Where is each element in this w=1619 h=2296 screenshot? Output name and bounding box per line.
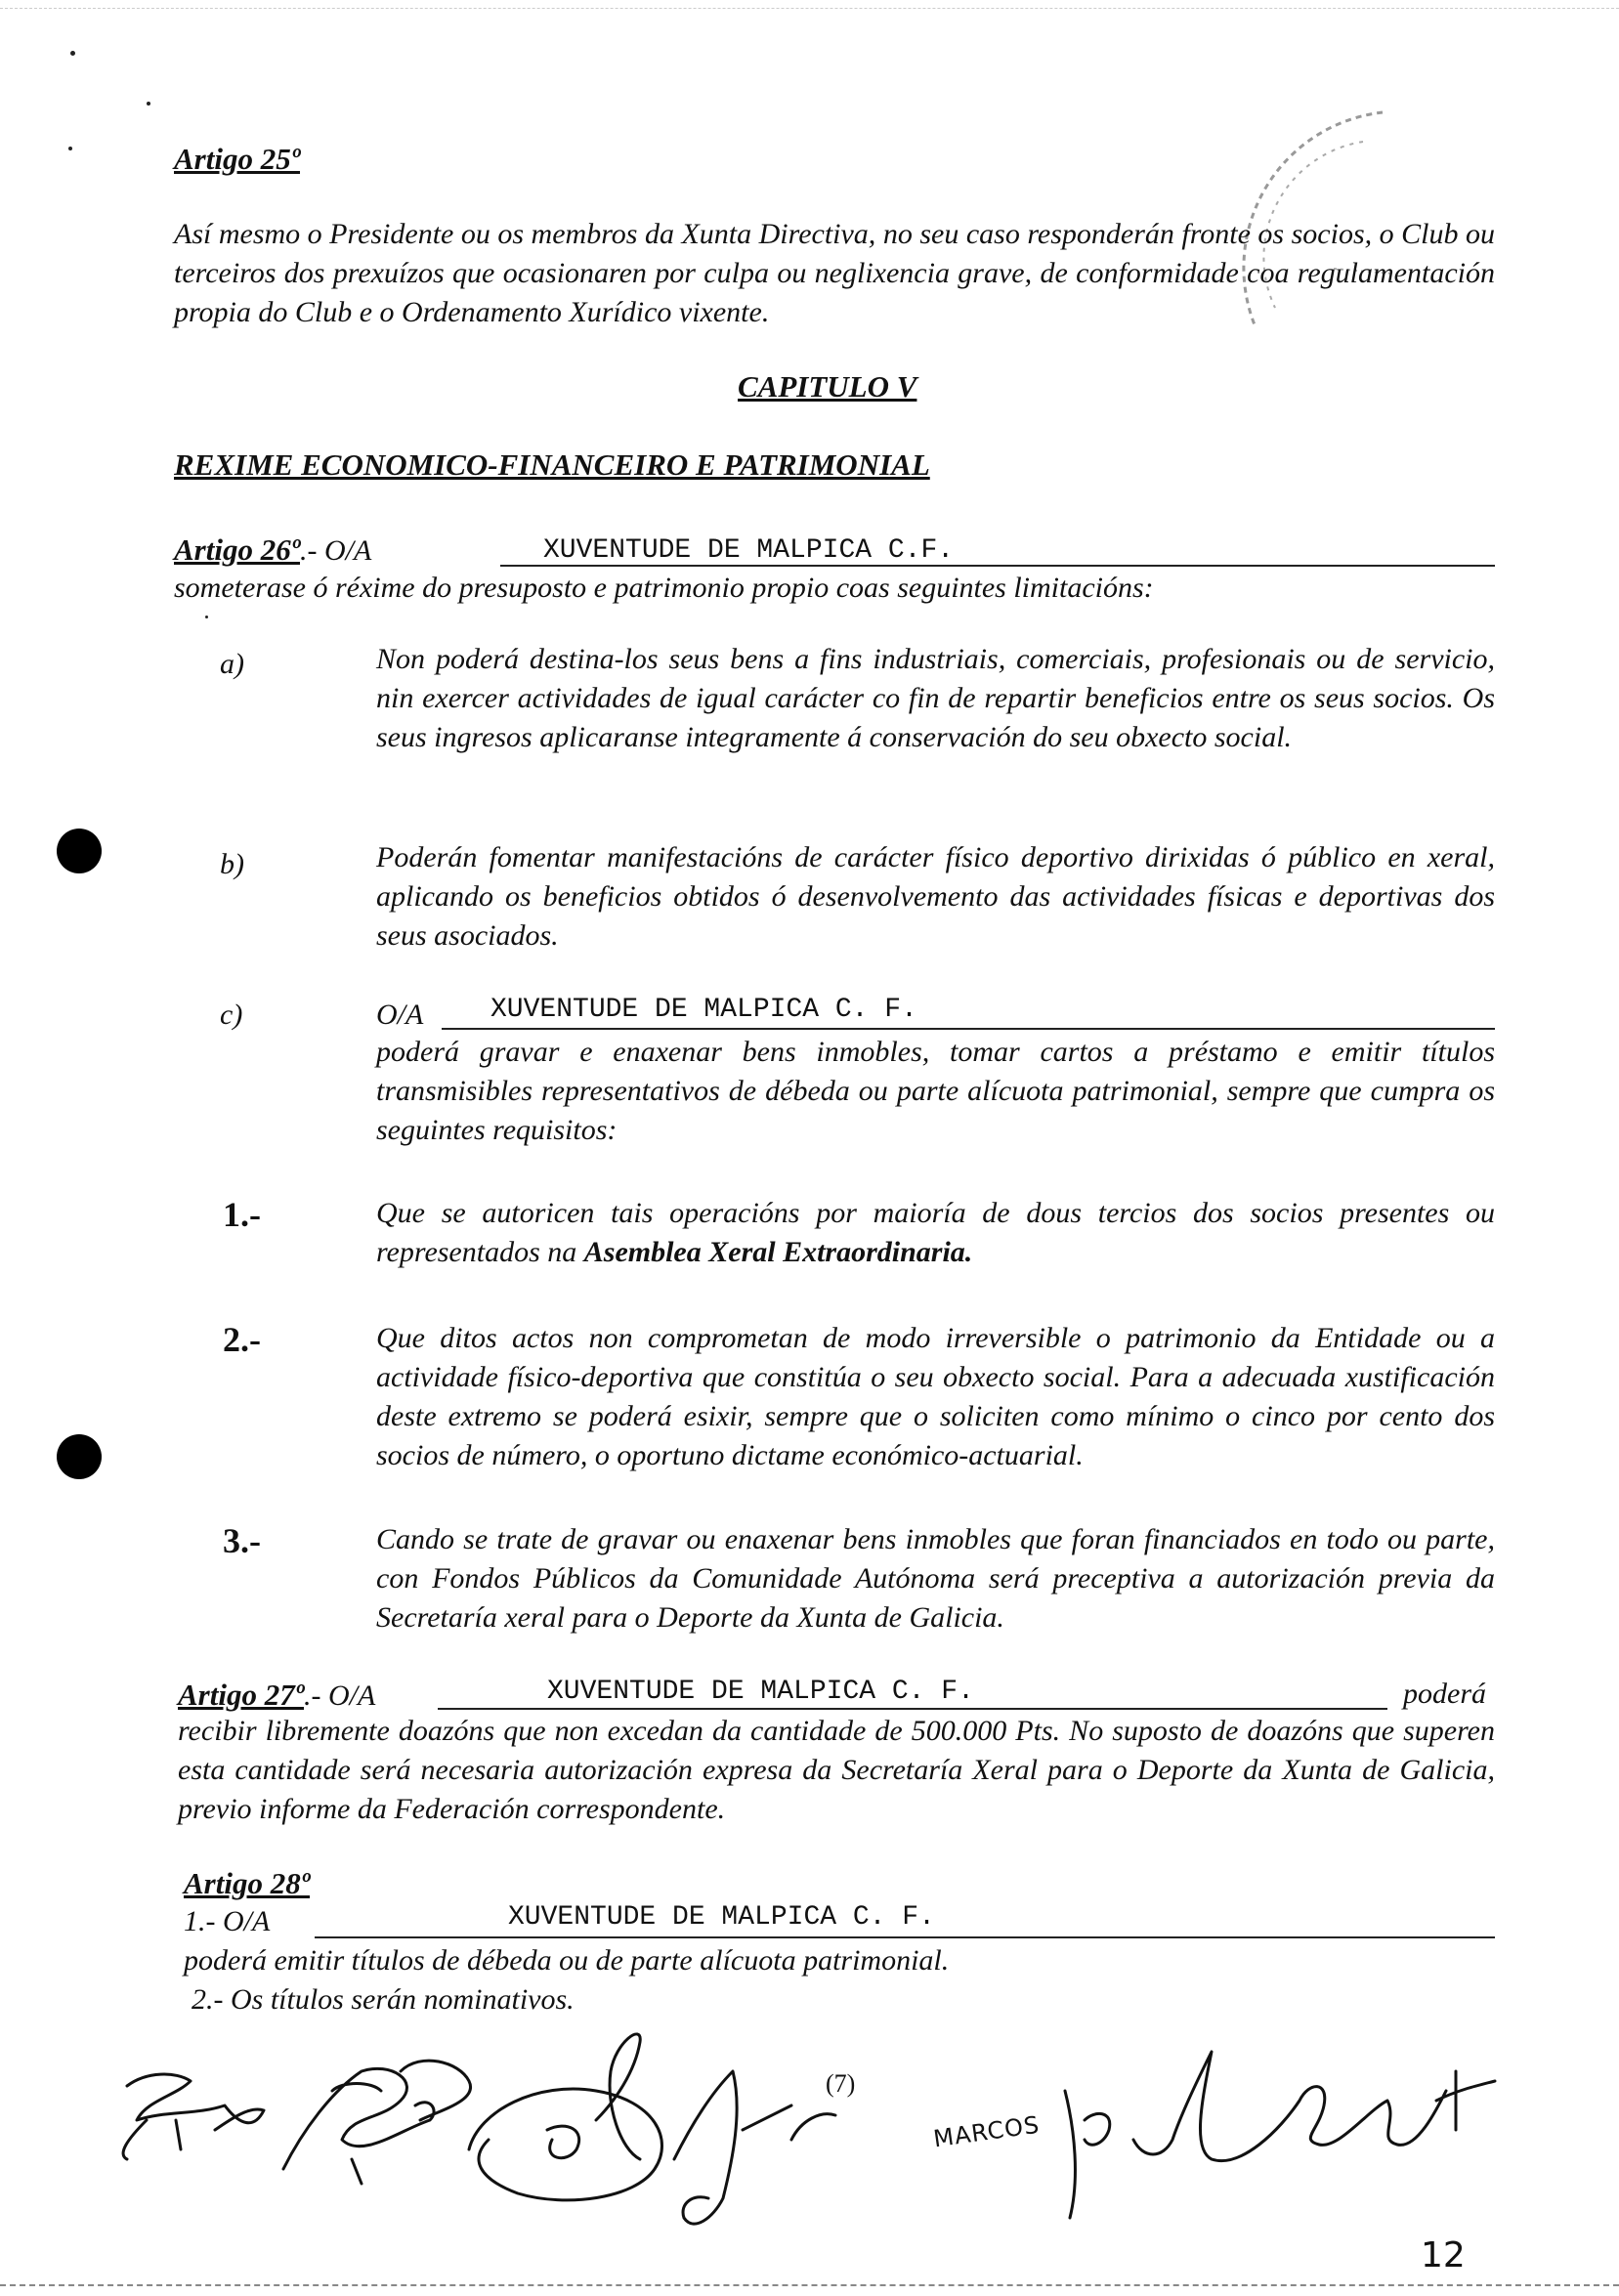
scan-speck	[68, 147, 72, 150]
club-name-fill-line	[438, 1708, 1387, 1710]
artigo-26-heading: Artigo 26º	[174, 532, 301, 567]
scan-speck	[205, 616, 208, 618]
artigo-25-text: Así mesmo o Presidente ou os membros da Xunta Directiva, no seu caso responderán fronte os socios, o Club ou terceiros dos prexuízos que ocasionaren por culpa ou neglixencia grave, de conformidade coa regulamentación propia do Club e o Ordenamento Xurídico vixente.	[174, 218, 1495, 328]
artigo-27-heading: Artigo 27º	[178, 1678, 305, 1712]
scan-speck	[147, 102, 150, 106]
item-a-marker: a)	[220, 648, 244, 680]
artigo-27-lead: .- O/A	[304, 1679, 376, 1712]
signature-3	[469, 2034, 662, 2200]
punch-hole	[57, 1434, 102, 1479]
artigo-26-lead: .- O/A	[300, 534, 372, 567]
chapter-subtitle: REXIME ECONOMICO-FINANCEIRO E PATRIMONIAL	[174, 447, 930, 482]
scan-edge-top	[0, 8, 1619, 11]
scan-speck	[70, 51, 75, 56]
requisite-3-text: Cando se trate de gravar ou enaxenar bens inmobles que foran financiados en todo ou parte, con Fondos Públicos da Comunidade Autónoma será preceptiva a autorización previa da Secretaría xeral para o Deporte da Xunta de Galicia.	[376, 1523, 1495, 1634]
club-name-field: XUVENTUDE DE MALPICA C. F.	[547, 1677, 974, 1707]
artigo-28-item1-lead: 1.- O/A	[184, 1905, 271, 1937]
artigo-28-heading: Artigo 28º	[184, 1866, 311, 1900]
chapter-title: CAPITULO V	[738, 369, 917, 404]
club-name-fill-line	[315, 1936, 1495, 1938]
requisite-1-body: Que se autoricen tais operacións por maioría de dous tercios dos socios presentes ou representados na	[376, 1197, 1495, 1268]
signature-annotation-number: (7)	[826, 2069, 856, 2098]
signature-2	[283, 2061, 471, 2184]
item-b-marker: b)	[220, 848, 244, 880]
artigo-28-item1-text: poderá emitir títulos de débeda ou de parte alícuota patrimonial.	[184, 1944, 950, 1977]
signature-handwritten-name: MARCOS	[931, 2110, 1042, 2153]
punch-hole	[57, 829, 102, 873]
signatures-area	[107, 2013, 1573, 2296]
signature-4	[674, 2071, 835, 2224]
artigo-25-heading: Artigo 25º	[174, 142, 301, 176]
requisite-2-marker: 2.-	[223, 1320, 261, 1359]
artigo-28-item2-text: 2.- Os títulos serán nominativos.	[192, 1983, 575, 2016]
item-c-lead: O/A	[376, 999, 424, 1031]
requisite-1-bold: Asemblea Xeral Extraordinaria.	[583, 1236, 973, 1268]
club-name-field: XUVENTUDE DE MALPICA C. F.	[490, 995, 917, 1025]
item-c-text: poderá gravar e enaxenar bens inmobles, tomar cartos a préstamo e emitir títulos transmisibles representativos de débeda ou parte alícuota patrimonial, sempre que cumpra os seguintes requisitos:	[376, 1036, 1495, 1146]
club-name-field: XUVENTUDE DE MALPICA C. F.	[508, 1902, 935, 1933]
requisite-1-text	[376, 1194, 1495, 1272]
artigo-27-after-name: poderá	[1403, 1678, 1486, 1710]
page-number: 12	[1421, 2235, 1466, 2275]
artigo-26-intro: someterase ó réxime do presuposto e patrimonio propio coas seguintes limitacións:	[174, 572, 1154, 604]
item-b-text: Poderán fomentar manifestacións de carácter físico deportivo dirixidas ó público en xeral, aplicando os beneficios obtidos ó desenvolvemento das actividades físicas e deportivas dos seus asociados.	[376, 841, 1495, 952]
requisite-2-text: Que ditos actos non comprometan de modo irreversible o patrimonio da Entidade ou a actividade físico-deportiva que constitúa o seu obxecto social. Para a adecuada xustificación deste extremo se poderá esixir, sempre que o soliciten como mínimo o cinco por cento dos socios de número, o oportuno dictame económico-actuarial.	[376, 1322, 1495, 1471]
requisite-3-marker: 3.-	[223, 1521, 261, 1560]
club-name-fill-line	[442, 1028, 1495, 1030]
artigo-27-line	[178, 1678, 375, 1713]
scan-edge-bottom	[0, 2284, 1619, 2288]
item-a-text: Non poderá destina-los seus bens a fins industriais, comerciais, profesionais ou de servicio, nin exercer actividades de igual carácter co fin de repartir beneficios entre os seus socios. Os seus ingresos aplicaranse integramente á conservación do seu obxecto social.	[376, 643, 1495, 753]
signature-1	[123, 2074, 264, 2159]
artigo-27-text: recibir libremente doazóns que non excedan da cantidade de 500.000 Pts. No suposto de doazóns que superen esta cantidade será necesaria autorización expresa da Secretaría Xeral para o Deporte da Xunta de Galicia, previo informe da Federación correspondente.	[178, 1715, 1495, 1825]
item-c-marker: c)	[220, 999, 243, 1031]
artigo-26-line	[174, 532, 371, 568]
requisite-1-marker: 1.-	[223, 1195, 261, 1234]
club-name-field: XUVENTUDE DE MALPICA C.F.	[543, 535, 955, 566]
signature-5	[1065, 2052, 1495, 2218]
